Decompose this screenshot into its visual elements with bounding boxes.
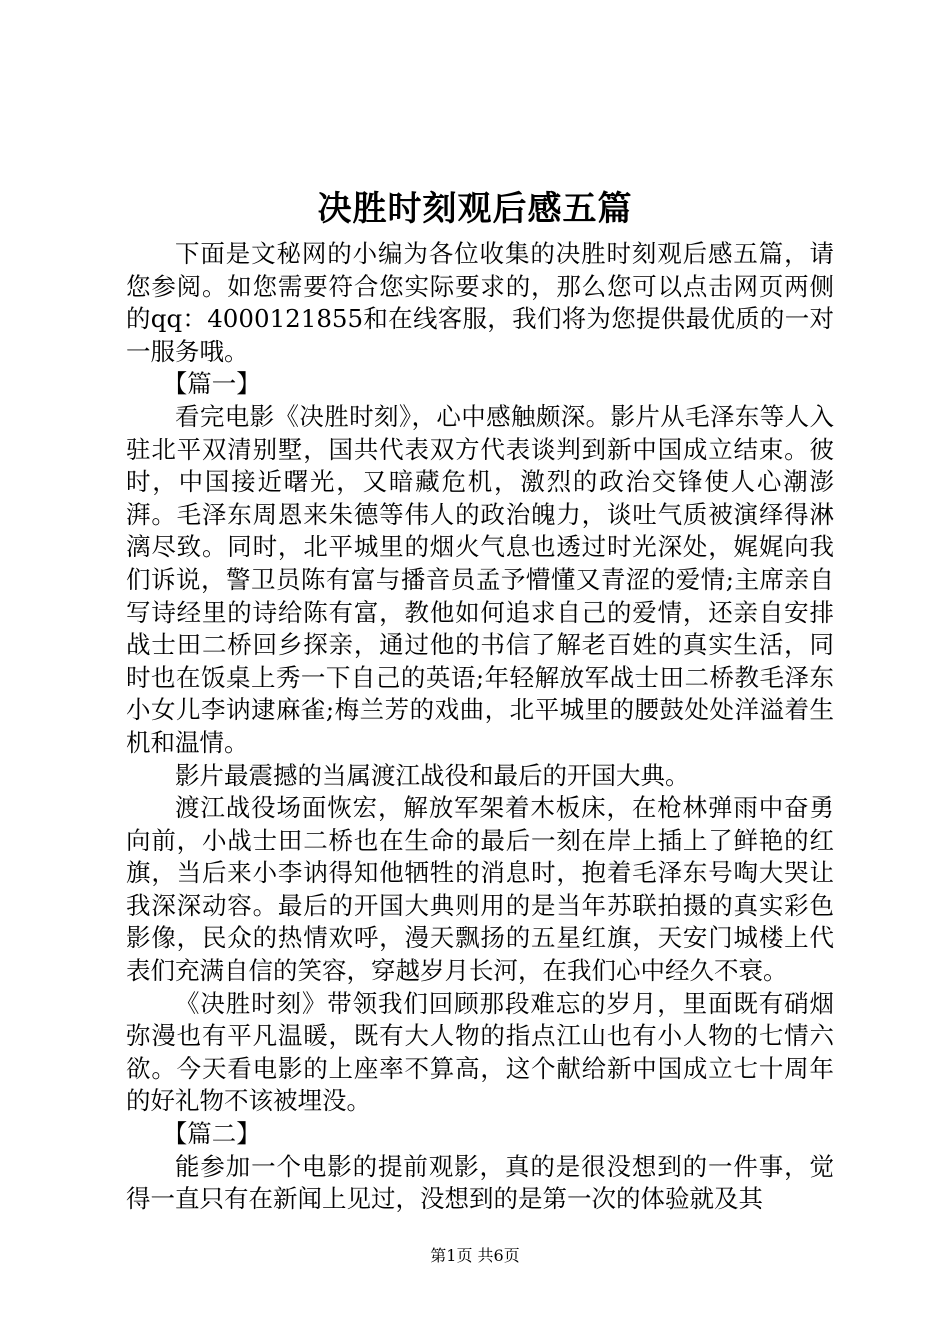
body-paragraph: 《决胜时刻》带领我们回顾那段难忘的岁月，里面既有硝烟弥漫也有平凡温暖，既有大人物的指点江山也有小人物的七情六欲。今天看电影的上座率不算高，这个献给新中国成立七十周年的好礼物不该被埋没。 bbox=[126, 988, 834, 1116]
section-heading-2: 【篇二】 bbox=[162, 1119, 261, 1149]
document-title: 决胜时刻观后感五篇 bbox=[317, 189, 633, 229]
document-body bbox=[126, 238, 834, 1216]
page-number-footer: 第1页 共6页 bbox=[430, 1246, 520, 1265]
intro-paragraph: 下面是文秘网的小编为各位收集的决胜时刻观后感五篇，请您参阅。如您需要符合您实际要求的，那么您可以点击网页两侧的qq：4000121855和在线客服，我们将为您提供最优质的一对一服务哦。 bbox=[126, 239, 834, 366]
body-paragraph: 影片最震撼的当属渡江战役和最后的开国大典。 bbox=[175, 760, 690, 790]
body-paragraph: 看完电影《决胜时刻》，心中感触颇深。影片从毛泽东等人入驻北平双清别墅，国共代表双方代表谈判到新中国成立结束。彼时，中国接近曙光，又暗藏危机，激烈的政治交锋使人心潮澎湃。毛泽东周恩来朱德等伟人的政治魄力，谈吐气质被演绎得淋漓尽致。同时，北平城里的烟火气息也透过时光深处，娓娓向我们诉说，警卫员陈有富与播音员孟予懵懂又青涩的爱情;主席亲自写诗经里的诗给陈有富，教他如何追求自己的爱情，还亲自安排战士田二桥回乡探亲，通过他的书信了解老百姓的真实生活，同时也在饭桌上秀一下自己的英语;年轻解放军战士田二桥教毛泽东小女儿李讷逮麻雀;梅兰芳的戏曲，北平城里的腰鼓处处洋溢着生机和温情。 bbox=[126, 401, 834, 757]
body-paragraph: 能参加一个电影的提前观影，真的是很没想到的一件事，觉得一直只有在新闻上见过，没想到的是第一次的体验就及其 bbox=[126, 1151, 834, 1214]
body-paragraph: 渡江战役场面恢宏，解放军架着木板床，在枪林弹雨中奋勇向前，小战士田二桥也在生命的最后一刻在岸上插上了鲜艳的红旗，当后来小李讷得知他牺牲的消息时，抱着毛泽东号啕大哭让我深深动容。最后的开国大典则用的是当年苏联拍摄的真实彩色影像，民众的热情欢呼，漫天飘扬的五星红旗，天安门城楼上代表们充满自信的笑容，穿越岁月长河，在我们心中经久不衰。 bbox=[126, 793, 834, 986]
section-heading-1: 【篇一】 bbox=[162, 369, 261, 399]
